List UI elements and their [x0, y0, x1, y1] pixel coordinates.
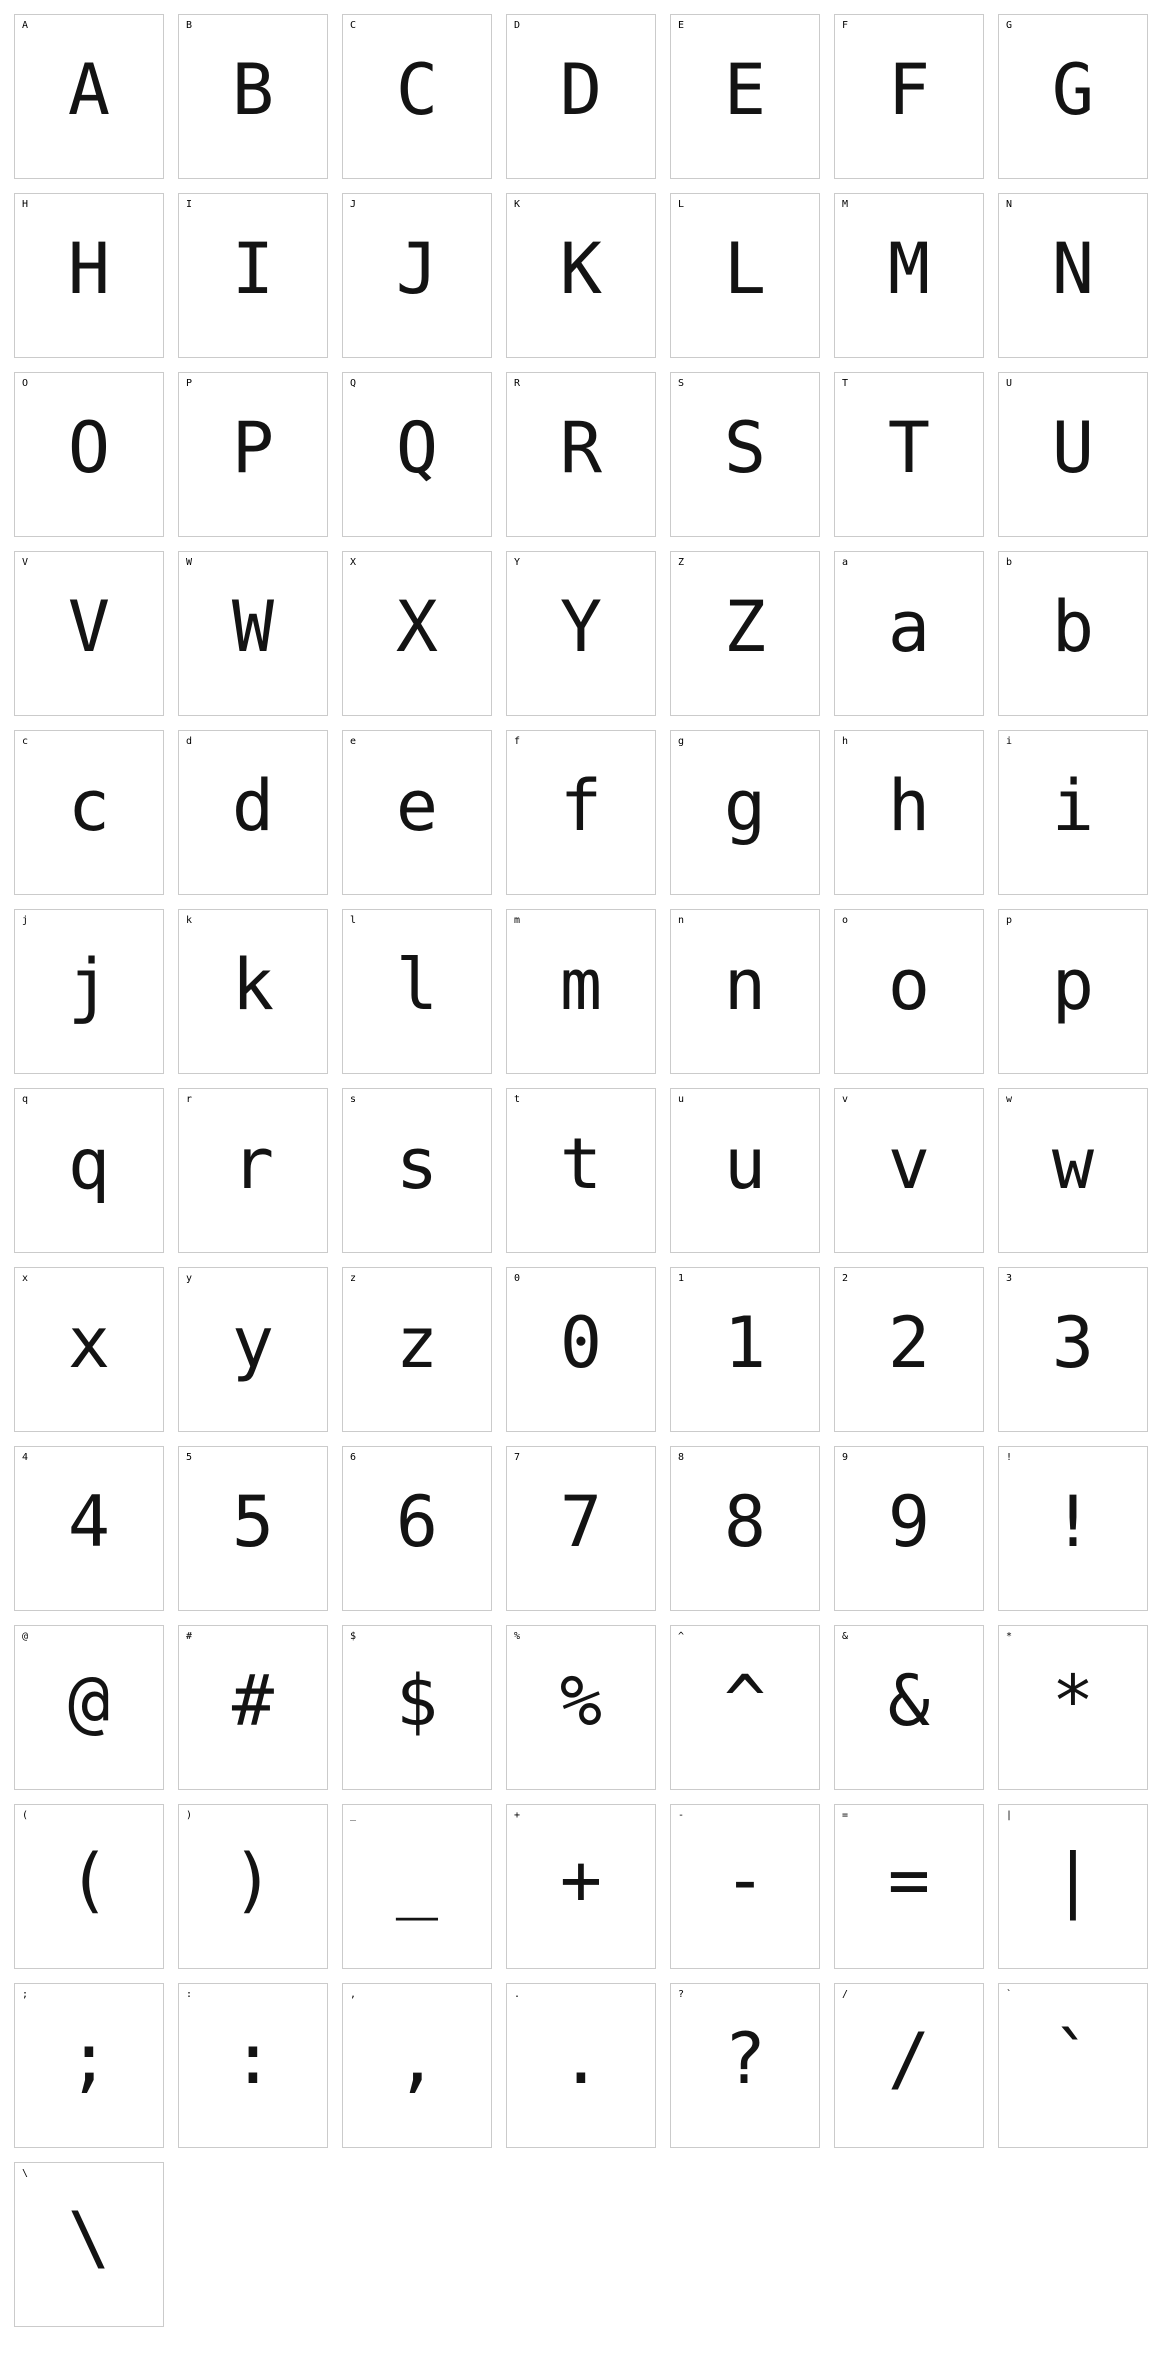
glyph-cell-label: R	[514, 378, 521, 389]
glyph-cell	[506, 730, 656, 895]
glyph-preview: C	[395, 49, 439, 131]
glyph-cell-label: L	[678, 199, 685, 210]
glyph-cell	[998, 14, 1148, 179]
glyph-cell-label: x	[22, 1273, 29, 1284]
glyph-preview: 1	[723, 1302, 767, 1384]
glyph-cell-label: s	[350, 1094, 357, 1105]
glyph-cell	[178, 909, 328, 1074]
glyph-cell-label: P	[186, 378, 193, 389]
glyph-cell-label: U	[1006, 378, 1013, 389]
glyph-preview: T	[887, 407, 931, 489]
glyph-cell-label: !	[1006, 1452, 1013, 1463]
glyph-cell-label: a	[842, 557, 849, 568]
glyph-cell	[342, 551, 492, 716]
glyph-cell	[998, 1446, 1148, 1611]
glyph-preview: A	[67, 49, 111, 131]
glyph-cell-label: F	[842, 20, 849, 31]
glyph-cell-label: g	[678, 736, 685, 747]
glyph-cell	[178, 551, 328, 716]
glyph-preview: /	[887, 2018, 931, 2100]
glyph-preview: .	[559, 2018, 603, 2100]
glyph-cell-label: D	[514, 20, 521, 31]
glyph-preview: I	[231, 228, 275, 310]
glyph-preview: P	[231, 407, 275, 489]
glyph-cell	[998, 1983, 1148, 2148]
glyph-cell-label: Q	[350, 378, 357, 389]
glyph-cell	[14, 372, 164, 537]
glyph-preview: R	[559, 407, 603, 489]
glyph-cell-label: 0	[514, 1273, 521, 1284]
glyph-cell-label: v	[842, 1094, 849, 1105]
glyph-cell-label: l	[350, 915, 357, 926]
glyph-preview: x	[67, 1302, 111, 1384]
glyph-cell	[998, 1267, 1148, 1432]
glyph-preview: M	[887, 228, 931, 310]
glyph-cell	[670, 1267, 820, 1432]
glyph-preview: g	[723, 765, 767, 847]
glyph-preview: 8	[723, 1481, 767, 1563]
glyph-cell	[998, 1625, 1148, 1790]
glyph-cell-label: 2	[842, 1273, 849, 1284]
glyph-cell-label: %	[514, 1631, 521, 1642]
glyph-cell	[178, 193, 328, 358]
glyph-cell-label: m	[514, 915, 521, 926]
glyph-preview: e	[395, 765, 439, 847]
glyph-cell	[14, 1267, 164, 1432]
glyph-cell	[178, 1625, 328, 1790]
glyph-preview: %	[559, 1660, 603, 1742]
glyph-preview: )	[231, 1839, 275, 1921]
glyph-cell	[178, 372, 328, 537]
glyph-cell	[14, 14, 164, 179]
glyph-preview: ;	[67, 2018, 111, 2100]
glyph-preview: !	[1051, 1481, 1095, 1563]
glyph-preview: h	[887, 765, 931, 847]
glyph-cell-label: :	[186, 1989, 193, 2000]
glyph-cell-label: H	[22, 199, 29, 210]
glyph-cell	[342, 1804, 492, 1969]
glyph-cell	[834, 1267, 984, 1432]
glyph-preview: -	[723, 1839, 767, 1921]
glyph-cell	[342, 1088, 492, 1253]
glyph-preview: O	[67, 407, 111, 489]
glyph-preview: ?	[723, 2018, 767, 2100]
glyph-preview: j	[67, 944, 111, 1026]
glyph-cell-label: ;	[22, 1989, 29, 2000]
glyph-preview: d	[231, 765, 275, 847]
glyph-cell-label: /	[842, 1989, 849, 2000]
glyph-cell-label: r	[186, 1094, 193, 1105]
glyph-preview: (	[67, 1839, 111, 1921]
glyph-preview: 3	[1051, 1302, 1095, 1384]
glyph-preview: p	[1051, 944, 1095, 1026]
glyph-cell	[670, 551, 820, 716]
glyph-cell-label: J	[350, 199, 357, 210]
glyph-cell	[998, 551, 1148, 716]
glyph-cell	[834, 193, 984, 358]
glyph-preview: `	[1051, 2018, 1095, 2100]
glyph-cell	[834, 909, 984, 1074]
glyph-preview: U	[1051, 407, 1095, 489]
glyph-preview: o	[887, 944, 931, 1026]
glyph-cell	[834, 730, 984, 895]
glyph-preview: @	[67, 1660, 111, 1742]
glyph-preview: 6	[395, 1481, 439, 1563]
glyph-preview: F	[887, 49, 931, 131]
glyph-cell	[14, 730, 164, 895]
glyph-cell	[14, 909, 164, 1074]
glyph-cell-label: w	[1006, 1094, 1013, 1105]
glyph-cell	[178, 1267, 328, 1432]
glyph-cell	[998, 1804, 1148, 1969]
glyph-cell	[178, 730, 328, 895]
glyph-cell	[998, 372, 1148, 537]
glyph-cell-label: )	[186, 1810, 193, 1821]
glyph-cell-label: ,	[350, 1989, 357, 2000]
glyph-preview: 2	[887, 1302, 931, 1384]
glyph-cell-label: 3	[1006, 1273, 1013, 1284]
glyph-cell-label: |	[1006, 1810, 1013, 1821]
glyph-preview: 7	[559, 1481, 603, 1563]
glyph-cell	[670, 730, 820, 895]
glyph-cell-label: z	[350, 1273, 357, 1284]
glyph-cell-label: k	[186, 915, 193, 926]
glyph-cell	[670, 1446, 820, 1611]
glyph-cell	[506, 14, 656, 179]
glyph-cell	[670, 372, 820, 537]
glyph-preview: |	[1051, 1839, 1095, 1921]
glyph-cell-label: @	[22, 1631, 29, 1642]
glyph-preview: V	[67, 586, 111, 668]
glyph-cell-label: (	[22, 1810, 29, 1821]
glyph-preview: Q	[395, 407, 439, 489]
glyph-cell	[178, 1804, 328, 1969]
glyph-preview: #	[231, 1660, 275, 1742]
glyph-cell-label: p	[1006, 915, 1013, 926]
glyph-cell	[178, 1088, 328, 1253]
glyph-cell	[506, 1446, 656, 1611]
glyph-preview: ^	[723, 1660, 767, 1742]
glyph-cell	[834, 372, 984, 537]
glyph-cell-label: C	[350, 20, 357, 31]
glyph-cell	[342, 1625, 492, 1790]
glyph-preview: Y	[559, 586, 603, 668]
glyph-cell-label: B	[186, 20, 193, 31]
glyph-cell-label: &	[842, 1631, 849, 1642]
glyph-cell	[998, 730, 1148, 895]
glyph-preview: Z	[723, 586, 767, 668]
glyph-cell	[506, 1983, 656, 2148]
glyph-cell-label: 5	[186, 1452, 193, 1463]
glyph-cell	[506, 372, 656, 537]
glyph-cell	[342, 1446, 492, 1611]
glyph-cell	[506, 1267, 656, 1432]
glyph-cell	[14, 1088, 164, 1253]
glyph-cell	[342, 730, 492, 895]
glyph-preview: E	[723, 49, 767, 131]
glyph-cell	[506, 1088, 656, 1253]
glyph-cell-label: \	[22, 2168, 29, 2179]
glyph-cell-label: i	[1006, 736, 1013, 747]
glyph-cell-label: G	[1006, 20, 1013, 31]
glyph-cell-label: O	[22, 378, 29, 389]
glyph-cell-label: 9	[842, 1452, 849, 1463]
glyph-preview: s	[395, 1123, 439, 1205]
glyph-cell-label: c	[22, 736, 29, 747]
glyph-cell-label: M	[842, 199, 849, 210]
glyph-preview: &	[887, 1660, 931, 1742]
glyph-cell-label: K	[514, 199, 521, 210]
glyph-cell-label: 6	[350, 1452, 357, 1463]
glyph-cell-label: -	[678, 1810, 685, 1821]
glyph-cell-label: 7	[514, 1452, 521, 1463]
glyph-cell-label: 4	[22, 1452, 29, 1463]
glyph-preview: f	[559, 765, 603, 847]
glyph-cell-label: f	[514, 736, 521, 747]
glyph-preview: =	[887, 1839, 931, 1921]
glyph-preview: ,	[395, 2018, 439, 2100]
glyph-cell-label: N	[1006, 199, 1013, 210]
glyph-cell-label: t	[514, 1094, 521, 1105]
glyph-cell-label: #	[186, 1631, 193, 1642]
glyph-cell-label: E	[678, 20, 685, 31]
glyph-preview: l	[395, 944, 439, 1026]
glyph-preview: i	[1051, 765, 1095, 847]
glyph-preview: :	[231, 2018, 275, 2100]
glyph-cell	[178, 14, 328, 179]
glyph-cell	[834, 551, 984, 716]
glyph-cell	[670, 1983, 820, 2148]
glyph-preview: B	[231, 49, 275, 131]
glyph-cell-label: y	[186, 1273, 193, 1284]
glyph-cell	[14, 551, 164, 716]
glyph-preview: $	[395, 1660, 439, 1742]
glyph-cell	[342, 14, 492, 179]
glyph-cell-label: V	[22, 557, 29, 568]
glyph-preview: n	[723, 944, 767, 1026]
glyph-cell-label: u	[678, 1094, 685, 1105]
glyph-cell	[14, 1446, 164, 1611]
glyph-preview: N	[1051, 228, 1095, 310]
glyph-preview: H	[67, 228, 111, 310]
glyph-cell	[834, 1804, 984, 1969]
glyph-cell	[506, 1625, 656, 1790]
glyph-cell-label: Z	[678, 557, 685, 568]
glyph-cell	[178, 1446, 328, 1611]
glyph-cell	[14, 193, 164, 358]
glyph-cell-label: q	[22, 1094, 29, 1105]
glyph-cell-label: `	[1006, 1989, 1013, 2000]
glyph-cell-label: o	[842, 915, 849, 926]
glyph-cell	[670, 14, 820, 179]
glyph-cell-label: *	[1006, 1631, 1013, 1642]
glyph-preview: W	[231, 586, 275, 668]
glyph-preview: G	[1051, 49, 1095, 131]
glyph-preview: m	[559, 944, 603, 1026]
glyph-cell	[506, 193, 656, 358]
glyph-preview: 9	[887, 1481, 931, 1563]
glyph-cell-label: 8	[678, 1452, 685, 1463]
glyph-cell-label: ^	[678, 1631, 685, 1642]
glyph-cell-label: I	[186, 199, 193, 210]
glyph-cell	[14, 1625, 164, 1790]
glyph-cell-label: $	[350, 1631, 357, 1642]
glyph-preview: K	[559, 228, 603, 310]
glyph-cell	[342, 909, 492, 1074]
glyph-preview: S	[723, 407, 767, 489]
glyph-cell	[670, 1088, 820, 1253]
glyph-cell-label: Y	[514, 557, 521, 568]
glyph-preview: L	[723, 228, 767, 310]
glyph-preview: a	[887, 586, 931, 668]
glyph-cell	[998, 909, 1148, 1074]
glyph-cell-label: ?	[678, 1989, 685, 2000]
glyph-cell	[834, 1983, 984, 2148]
glyph-preview: D	[559, 49, 603, 131]
glyph-cell	[670, 193, 820, 358]
glyph-preview: z	[395, 1302, 439, 1384]
glyph-cell	[834, 1446, 984, 1611]
glyph-cell	[834, 1088, 984, 1253]
glyph-cell-label: h	[842, 736, 849, 747]
glyph-preview: +	[559, 1839, 603, 1921]
glyph-preview: r	[231, 1123, 275, 1205]
glyph-cell	[342, 1983, 492, 2148]
glyph-preview: b	[1051, 586, 1095, 668]
glyph-preview: y	[231, 1302, 275, 1384]
glyph-cell	[670, 909, 820, 1074]
glyph-cell	[342, 1267, 492, 1432]
glyph-cell-label: =	[842, 1810, 849, 1821]
glyph-cell	[14, 1983, 164, 2148]
glyph-preview: J	[395, 228, 439, 310]
glyph-cell	[506, 909, 656, 1074]
glyph-preview: 5	[231, 1481, 275, 1563]
glyph-preview: X	[395, 586, 439, 668]
glyph-cell	[178, 1983, 328, 2148]
glyph-cell-label: n	[678, 915, 685, 926]
glyph-preview: q	[67, 1123, 111, 1205]
glyph-cell	[834, 1625, 984, 1790]
glyph-cell-label: X	[350, 557, 357, 568]
glyph-cell-label: S	[678, 378, 685, 389]
glyph-cell-label: d	[186, 736, 193, 747]
glyph-preview: t	[559, 1123, 603, 1205]
glyph-cell	[998, 1088, 1148, 1253]
glyph-cell-label: b	[1006, 557, 1013, 568]
glyph-cell-label: .	[514, 1989, 521, 2000]
glyph-cell	[506, 551, 656, 716]
glyph-preview: \	[67, 2197, 111, 2279]
glyph-cell-label: e	[350, 736, 357, 747]
glyph-cell	[670, 1625, 820, 1790]
glyph-preview: _	[395, 1839, 439, 1921]
glyph-cell-label: T	[842, 378, 849, 389]
glyph-preview: c	[67, 765, 111, 847]
glyph-preview: 0	[559, 1302, 603, 1384]
glyph-cell	[998, 193, 1148, 358]
glyph-cell-label: 1	[678, 1273, 685, 1284]
glyph-preview: w	[1051, 1123, 1095, 1205]
glyph-preview: u	[723, 1123, 767, 1205]
glyph-cell-label: j	[22, 915, 29, 926]
glyph-preview: *	[1051, 1660, 1095, 1742]
glyph-cell	[14, 2162, 164, 2327]
glyph-cell-label: W	[186, 557, 193, 568]
glyph-cell-label: _	[350, 1810, 357, 1821]
glyph-cell	[834, 14, 984, 179]
glyph-cell	[506, 1804, 656, 1969]
glyph-cell-label: A	[22, 20, 29, 31]
glyph-cell	[14, 1804, 164, 1969]
glyph-cell	[670, 1804, 820, 1969]
glyph-cell	[342, 193, 492, 358]
glyph-cell	[342, 372, 492, 537]
glyph-cell-label: +	[514, 1810, 521, 1821]
glyph-preview: 4	[67, 1481, 111, 1563]
glyph-preview: k	[231, 944, 275, 1026]
glyph-preview: v	[887, 1123, 931, 1205]
